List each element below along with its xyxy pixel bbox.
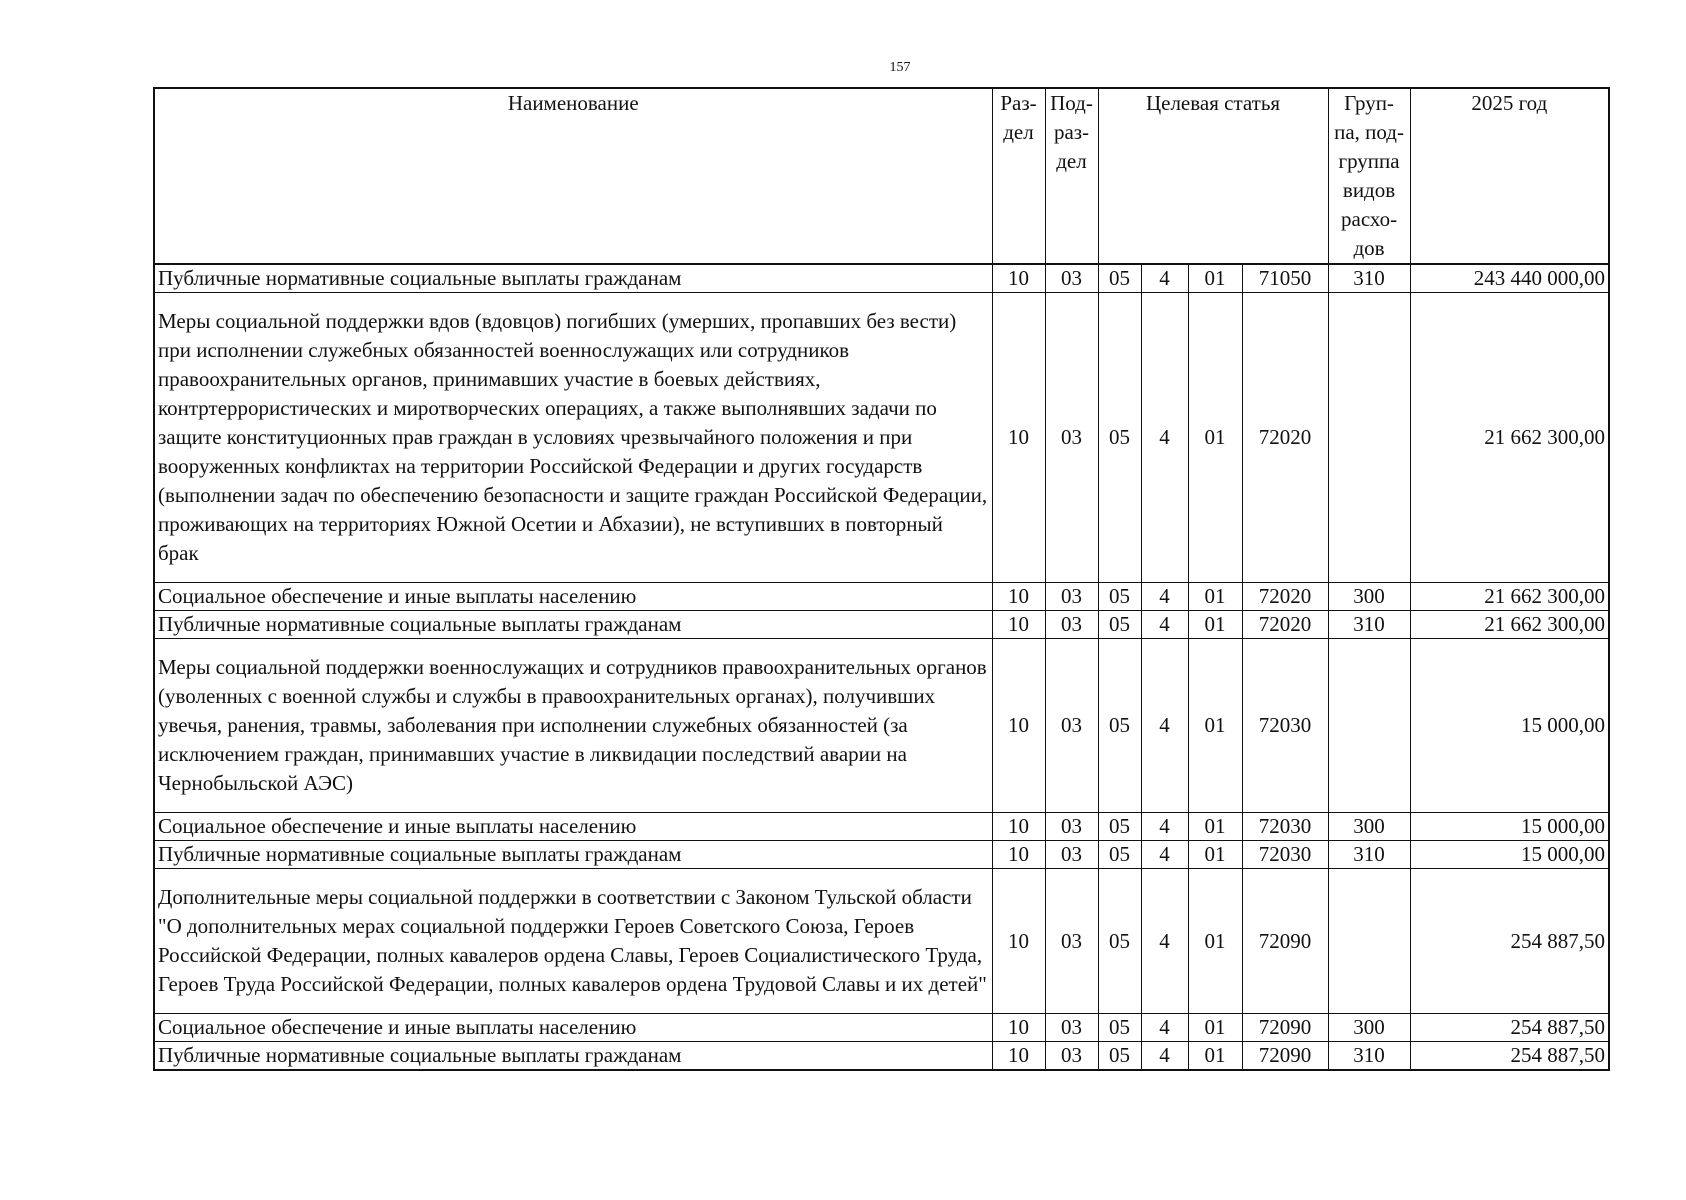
- header-row: [154, 88, 1609, 264]
- row-amount: 254 887,50: [1410, 1014, 1609, 1042]
- table-row: [154, 1014, 1609, 1042]
- row-target-1: 05: [1098, 1014, 1141, 1042]
- header-name: Наименование: [154, 88, 992, 264]
- row-target-2: 4: [1141, 1042, 1188, 1071]
- row-group: 310: [1328, 264, 1410, 293]
- row-target-4: 72090: [1242, 869, 1328, 1014]
- row-target-2: 4: [1141, 841, 1188, 869]
- row-podrazdel: 03: [1045, 813, 1098, 841]
- row-amount: 254 887,50: [1410, 869, 1609, 1014]
- row-target-1: 05: [1098, 841, 1141, 869]
- table-row: [154, 639, 1609, 813]
- row-podrazdel: 03: [1045, 1042, 1098, 1071]
- row-target-4: 72030: [1242, 639, 1328, 813]
- row-target-3: 01: [1188, 264, 1242, 293]
- row-target-3: 01: [1188, 1014, 1242, 1042]
- row-name: Публичные нормативные социальные выплаты гражданам: [154, 841, 992, 869]
- row-target-4: 72020: [1242, 611, 1328, 639]
- row-amount: 15 000,00: [1410, 841, 1609, 869]
- page-number: 157: [889, 60, 911, 75]
- row-target-1: 05: [1098, 264, 1141, 293]
- row-target-2: 4: [1141, 264, 1188, 293]
- row-razdel: 10: [992, 583, 1045, 611]
- row-target-3: 01: [1188, 611, 1242, 639]
- row-target-3: 01: [1188, 583, 1242, 611]
- row-amount: 21 662 300,00: [1410, 611, 1609, 639]
- table-row: [154, 841, 1609, 869]
- row-target-1: 05: [1098, 583, 1141, 611]
- row-razdel: 10: [992, 611, 1045, 639]
- row-target-4: 72090: [1242, 1042, 1328, 1071]
- row-target-2: 4: [1141, 583, 1188, 611]
- row-amount: 15 000,00: [1410, 639, 1609, 813]
- row-target-3: 01: [1188, 869, 1242, 1014]
- row-name: Социальное обеспечение и иные выплаты населению: [154, 1014, 992, 1042]
- row-name: Публичные нормативные социальные выплаты гражданам: [154, 264, 992, 293]
- row-target-4: 72030: [1242, 813, 1328, 841]
- row-name: Дополнительные меры социальной поддержки в соответствии с Законом Тульской области "О дополнительных мерах социальной поддержки Героев Советского Союза, Героев Российской Федерации, полных кавалеров ордена Славы, Героев Социалистического Труда, Героев Труда Российской Федерации, полных кавалеров ордена Трудовой Славы и их детей": [154, 869, 992, 1014]
- row-target-2: 4: [1141, 813, 1188, 841]
- row-target-1: 05: [1098, 1042, 1141, 1071]
- row-razdel: 10: [992, 869, 1045, 1014]
- table-row: [154, 611, 1609, 639]
- row-razdel: 10: [992, 841, 1045, 869]
- row-target-4: 72020: [1242, 293, 1328, 583]
- table-row: [154, 813, 1609, 841]
- row-razdel: 10: [992, 293, 1045, 583]
- row-podrazdel: 03: [1045, 639, 1098, 813]
- row-group: [1328, 639, 1410, 813]
- row-target-1: 05: [1098, 611, 1141, 639]
- row-podrazdel: 03: [1045, 583, 1098, 611]
- row-amount: 21 662 300,00: [1410, 293, 1609, 583]
- table-row: [154, 583, 1609, 611]
- row-target-3: 01: [1188, 813, 1242, 841]
- row-name: Социальное обеспечение и иные выплаты населению: [154, 813, 992, 841]
- row-group: [1328, 869, 1410, 1014]
- row-podrazdel: 03: [1045, 869, 1098, 1014]
- table-row: [154, 1042, 1609, 1071]
- row-podrazdel: 03: [1045, 1014, 1098, 1042]
- row-group: 300: [1328, 1014, 1410, 1042]
- row-amount: 21 662 300,00: [1410, 583, 1609, 611]
- row-group: 310: [1328, 611, 1410, 639]
- row-podrazdel: 03: [1045, 841, 1098, 869]
- row-name: Публичные нормативные социальные выплаты гражданам: [154, 611, 992, 639]
- row-target-1: 05: [1098, 293, 1141, 583]
- row-target-3: 01: [1188, 1042, 1242, 1071]
- row-group: [1328, 293, 1410, 583]
- row-amount: 254 887,50: [1410, 1042, 1609, 1071]
- header-target-article: Целевая статья: [1098, 88, 1328, 264]
- row-target-2: 4: [1141, 293, 1188, 583]
- row-razdel: 10: [992, 264, 1045, 293]
- header-year: 2025 год: [1410, 88, 1609, 264]
- row-target-3: 01: [1188, 293, 1242, 583]
- row-amount: 243 440 000,00: [1410, 264, 1609, 293]
- table-row: [154, 293, 1609, 583]
- header-razdel: Раз- дел: [992, 88, 1045, 264]
- row-podrazdel: 03: [1045, 611, 1098, 639]
- row-razdel: 10: [992, 1014, 1045, 1042]
- row-target-3: 01: [1188, 639, 1242, 813]
- row-podrazdel: 03: [1045, 264, 1098, 293]
- row-razdel: 10: [992, 1042, 1045, 1071]
- table-body: [154, 264, 1609, 1070]
- row-target-1: 05: [1098, 639, 1141, 813]
- row-name: Социальное обеспечение и иные выплаты населению: [154, 583, 992, 611]
- row-name: Меры социальной поддержки вдов (вдовцов) погибших (умерших, пропавших без вести) при исполнении служебных обязанностей военнослужащих или сотрудников правоохранительных органов, принимавших участие в боевых действиях, контртеррористических и миротворческих операциях, а также выполнявших задачи по защите конституционных прав граждан в условиях чрезвычайного положения и при вооруженных конфликтах на территории Российской Федерации и других государств (выполнении задач по обеспечению безопасности и защите граждан Российской Федерации, проживающих на территориях Южной Осетии и Абхазии), не вступивших в повторный брак: [154, 293, 992, 583]
- row-target-2: 4: [1141, 1014, 1188, 1042]
- row-razdel: 10: [992, 813, 1045, 841]
- row-group: 310: [1328, 841, 1410, 869]
- header-podrazdel: Под- раз- дел: [1045, 88, 1098, 264]
- row-name: Меры социальной поддержки военнослужащих и сотрудников правоохранительных органов (уволенных с военной службы и службы в правоохранительных органах), получивших увечья, ранения, травмы, заболевания при исполнении служебных обязанностей (за исключением граждан, принимавших участие в ликвидации последствий аварии на Чернобыльской АЭС): [154, 639, 992, 813]
- budget-table: [153, 87, 1610, 1071]
- header-group: Груп- па, под- группа видов расхо- дов: [1328, 88, 1410, 264]
- row-target-2: 4: [1141, 869, 1188, 1014]
- row-target-4: 72030: [1242, 841, 1328, 869]
- row-target-4: 71050: [1242, 264, 1328, 293]
- row-podrazdel: 03: [1045, 293, 1098, 583]
- row-target-4: 72090: [1242, 1014, 1328, 1042]
- row-name: Публичные нормативные социальные выплаты гражданам: [154, 1042, 992, 1071]
- row-target-2: 4: [1141, 611, 1188, 639]
- row-group: 300: [1328, 813, 1410, 841]
- row-target-3: 01: [1188, 841, 1242, 869]
- table-row: [154, 264, 1609, 293]
- table-row: [154, 869, 1609, 1014]
- row-target-2: 4: [1141, 639, 1188, 813]
- row-razdel: 10: [992, 639, 1045, 813]
- row-target-1: 05: [1098, 869, 1141, 1014]
- row-target-1: 05: [1098, 813, 1141, 841]
- row-group: 300: [1328, 583, 1410, 611]
- row-target-4: 72020: [1242, 583, 1328, 611]
- row-group: 310: [1328, 1042, 1410, 1071]
- row-amount: 15 000,00: [1410, 813, 1609, 841]
